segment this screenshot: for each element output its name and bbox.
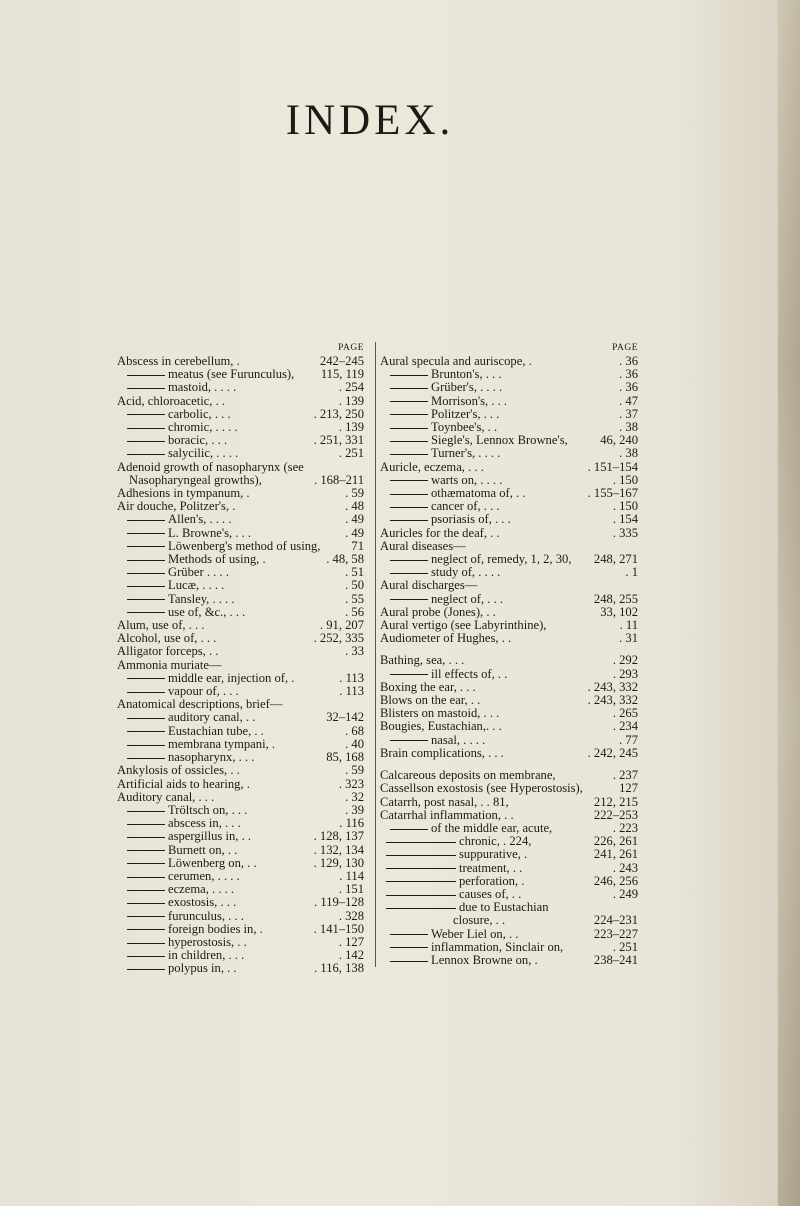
index-entry [117, 408, 364, 421]
entry-term: Anatomical descriptions, brief— [117, 697, 283, 712]
entry-pages: . 141–150 [313, 921, 364, 936]
repeat-dash [127, 850, 165, 851]
index-entry [380, 747, 638, 760]
index-entry [380, 487, 638, 500]
entry-term: cerumen, . . . . [168, 868, 240, 883]
entry-term: Weber Liel on, . . [431, 926, 519, 941]
entry-term: Lucæ, . . . . [168, 578, 225, 593]
entry-term: due to Eustachian [459, 900, 549, 915]
entry-term: Acid, chloroacetic, . . [117, 393, 226, 408]
repeat-dash [386, 895, 456, 896]
entry-term: Aural vertigo (see Labyrinthine), [380, 618, 547, 633]
entry-pages: . 151 [338, 882, 364, 897]
entry-pages: . 139 [338, 420, 364, 435]
entry-pages: . 252, 335 [313, 631, 364, 646]
entry-term: neglect of, . . . [431, 591, 504, 606]
entry-pages: . 323 [338, 776, 364, 791]
entry-term: Grüber . . . . [168, 565, 229, 580]
repeat-dash [390, 507, 428, 508]
repeat-dash [390, 428, 428, 429]
index-entry [117, 434, 364, 447]
entry-pages: . 243, 332 [587, 679, 638, 694]
entry-pages: . 68 [345, 723, 364, 738]
index-entry [380, 434, 638, 447]
index-entry [380, 381, 638, 394]
repeat-dash [127, 560, 165, 561]
entry-pages: . 119–128 [314, 895, 364, 910]
entry-term: hyperostosis, . . [168, 934, 247, 949]
index-entry [117, 870, 364, 883]
entry-pages: . 155–167 [587, 486, 638, 501]
repeat-dash [127, 612, 165, 613]
entry-term: study of, . . . . [431, 565, 501, 580]
entry-term: Aural specula and auriscope, . [380, 354, 532, 368]
repeat-dash [127, 837, 165, 838]
entry-pages: . 36 [619, 367, 638, 382]
repeat-dash [127, 428, 165, 429]
entry-term: Lennox Browne on, . [431, 952, 538, 967]
repeat-dash [390, 454, 428, 455]
entry-pages: 246, 256 [593, 873, 638, 888]
entry-pages: . 142 [338, 948, 364, 963]
index-entry [380, 579, 638, 592]
entry-pages: 248, 255 [593, 591, 638, 606]
entry-pages: . 154 [612, 512, 638, 527]
entry-term: use of, &c., . . . [168, 604, 246, 619]
entry-term: ill effects of, . . [431, 666, 508, 681]
entry-pages: 71 [351, 538, 364, 553]
entry-term: furunculus, . . . [168, 908, 244, 923]
entry-term: aspergillus in, . . [168, 829, 252, 844]
entry-term: Aural probe (Jones), . . [380, 604, 496, 619]
entry-pages: . 265 [612, 706, 638, 721]
repeat-dash [386, 855, 456, 856]
entry-term: Grüber's, . . . . [431, 380, 503, 395]
entry-term: in children, . . . [168, 948, 245, 963]
entry-pages: 46, 240 [600, 433, 638, 448]
entry-pages: . 150 [612, 499, 638, 514]
entry-pages: . 48 [345, 499, 364, 514]
entry-term: chronic, . 224, [459, 834, 532, 849]
entry-pages: . 36 [619, 380, 638, 395]
entry-term: Bathing, sea, . . . [380, 653, 465, 668]
entry-pages: . 116 [339, 816, 364, 831]
repeat-dash [127, 546, 165, 547]
entry-term: L. Browne's, . . . [168, 525, 252, 540]
entry-pages: . 1 [625, 565, 638, 580]
repeat-dash [127, 758, 165, 759]
entry-pages: 33, 102 [600, 604, 638, 619]
entry-pages: . 113 [339, 670, 364, 685]
entry-pages: . 91, 207 [319, 618, 364, 633]
entry-pages: 248, 271 [593, 552, 638, 567]
entry-pages: . 55 [345, 591, 364, 606]
entry-term: causes of, . . [459, 886, 522, 901]
entry-pages: 223–227 [593, 926, 638, 941]
entry-pages: . 50 [345, 578, 364, 593]
page-edge-shadow [778, 0, 800, 1206]
entry-term: Brain complications, . . . [380, 745, 504, 760]
index-entry [117, 368, 364, 381]
entry-term: boracic, . . . [168, 433, 228, 448]
index-entry [380, 654, 638, 667]
repeat-dash [127, 969, 165, 970]
index-entry [117, 395, 364, 408]
entry-term: Ankylosis of ossicles, . . [117, 763, 240, 778]
repeat-dash [127, 375, 165, 376]
entry-term: middle ear, injection of, . [168, 670, 295, 685]
entry-pages: . 37 [619, 406, 638, 421]
entry-term: Tröltsch on, . . . [168, 802, 248, 817]
entry-pages: . 243, 332 [587, 693, 638, 708]
entry-term: auditory canal, . . [168, 710, 256, 725]
entry-pages: . 38 [619, 446, 638, 461]
repeat-dash [127, 956, 165, 957]
entry-pages: . 234 [612, 719, 638, 734]
repeat-dash [386, 868, 456, 869]
entry-term: Toynbee's, . . [431, 420, 498, 435]
entry-pages: . 213, 250 [313, 406, 364, 421]
entry-pages: . 127 [338, 934, 364, 949]
repeat-dash [127, 573, 165, 574]
index-entry [117, 566, 364, 579]
entry-term: Burnett on, . . [168, 842, 238, 857]
entry-term: Alum, use of, . . . [117, 618, 205, 633]
entry-pages: . 249 [612, 886, 638, 901]
repeat-dash [390, 388, 428, 389]
entry-pages: . 56 [345, 604, 364, 619]
entry-pages: . 49 [345, 525, 364, 540]
entry-pages: 85, 168 [326, 750, 364, 765]
entry-term: Adenoid growth of nasopharynx (see [117, 459, 304, 474]
entry-pages: . 49 [345, 512, 364, 527]
entry-term: Blows on the ear, . . [380, 693, 481, 708]
entry-term: Artificial aids to hearing, . [117, 776, 250, 791]
entry-pages: . 38 [619, 420, 638, 435]
entry-pages: . 254 [338, 380, 364, 395]
entry-pages: . 59 [345, 486, 364, 501]
repeat-dash [127, 916, 165, 917]
entry-term: Catarrhal inflammation, . . [380, 807, 514, 822]
page-column-header: PAGE [338, 343, 364, 353]
entry-term: Methods of using, . [168, 552, 266, 567]
entry-term: Bougies, Eustachian,. . . [380, 719, 502, 734]
index-entry [117, 830, 364, 843]
entry-term: warts on, . . . . [431, 472, 503, 487]
entry-pages: . 77 [619, 732, 638, 747]
entry-term: cancer of, . . . [431, 499, 500, 514]
entry-pages: 32–142 [326, 710, 364, 725]
repeat-dash [127, 441, 165, 442]
entry-term: Auricles for the deaf, . . [380, 525, 500, 540]
repeat-dash [390, 520, 428, 521]
entry-term: exostosis, . . . [168, 895, 237, 910]
index-entry [380, 408, 638, 421]
page-column-header: PAGE [612, 343, 638, 353]
entry-pages: . 113 [339, 684, 364, 699]
entry-pages: . 116, 138 [314, 961, 364, 976]
entry-term: Adhesions in tympanum, . [117, 486, 250, 501]
entry-term: Alcohol, use of, . . . [117, 631, 217, 646]
entry-term: vapour of, . . . [168, 684, 239, 699]
entry-term: Boxing the ear, . . . [380, 679, 476, 694]
entry-term: Calcareous deposits on membrane, [380, 768, 556, 783]
repeat-dash [390, 414, 428, 415]
repeat-dash [390, 573, 428, 574]
entry-term: Nasopharyngeal growths), [129, 472, 262, 487]
entry-pages: . 32 [345, 789, 364, 804]
entry-pages: 127 [619, 781, 638, 796]
page-title: INDEX. [285, 97, 455, 144]
entry-term: Auricle, eczema, . . . [380, 459, 484, 474]
entry-term: Siegle's, Lennox Browne's, [431, 433, 568, 448]
entry-pages: . 132, 134 [313, 842, 364, 857]
repeat-dash [127, 929, 165, 930]
entry-term: mastoid, . . . . [168, 380, 237, 395]
entry-term: Auditory canal, . . . [117, 789, 215, 804]
entry-term: Turner's, . . . . [431, 446, 501, 461]
repeat-dash [127, 388, 165, 389]
entry-term: Eustachian tube, . . [168, 723, 264, 738]
entry-pages: . 47 [619, 393, 638, 408]
repeat-dash [390, 829, 428, 830]
entry-term: Allen's, . . . . [168, 512, 232, 527]
index-column-right [375, 342, 638, 967]
entry-pages: . 223 [612, 820, 638, 835]
entry-pages: 238–241 [593, 952, 638, 967]
repeat-dash [127, 678, 165, 679]
repeat-dash [127, 692, 165, 693]
entry-term: neglect of, remedy, 1, 2, 30, [431, 552, 572, 567]
repeat-dash [390, 375, 428, 376]
entry-pages: . 242, 245 [587, 745, 638, 760]
entry-term: Aural diseases— [380, 538, 466, 553]
entry-pages: 212, 215 [593, 794, 638, 809]
repeat-dash [386, 842, 456, 843]
repeat-dash [390, 560, 428, 561]
entry-term: polypus in, . . [168, 961, 237, 976]
entry-pages: . 36 [619, 354, 638, 368]
entry-term: meatus (see Furunculus), [168, 367, 295, 382]
entry-term: Catarrh, post nasal, . . 81, [380, 794, 509, 809]
repeat-dash [390, 401, 428, 402]
repeat-dash [390, 674, 428, 675]
entry-term: treatment, . . [459, 860, 523, 875]
entry-pages: . 114 [339, 868, 364, 883]
repeat-dash [127, 811, 165, 812]
entry-pages: 222–253 [593, 807, 638, 822]
repeat-dash [127, 414, 165, 415]
entry-pages: . 168–211 [314, 472, 364, 487]
entry-term: suppurative, . [459, 847, 528, 862]
repeat-dash [127, 890, 165, 891]
repeat-dash [127, 731, 165, 732]
repeat-dash [390, 740, 428, 741]
entry-pages: . 129, 130 [313, 855, 364, 870]
repeat-dash [390, 441, 428, 442]
index-entry [380, 461, 638, 474]
entry-pages: . 33 [345, 644, 364, 659]
index-entry [117, 962, 364, 975]
repeat-dash [390, 961, 428, 962]
entry-term: carbolic, . . . [168, 406, 231, 421]
entry-term: inflammation, Sinclair on, [431, 939, 564, 954]
index-entry [380, 954, 638, 967]
entry-term: foreign bodies in, . [168, 921, 263, 936]
entry-pages: . 237 [612, 768, 638, 783]
repeat-dash [386, 908, 456, 909]
entry-term: perforation, . [459, 873, 525, 888]
repeat-dash [127, 903, 165, 904]
entry-term: of the middle ear, acute, [431, 820, 553, 835]
repeat-dash [390, 599, 428, 600]
entry-pages: . 292 [612, 653, 638, 668]
repeat-dash [127, 586, 165, 587]
entry-pages: . 40 [345, 736, 364, 751]
entry-pages: . 328 [338, 908, 364, 923]
index-entry [117, 500, 364, 513]
entry-term: salycilic, . . . . [168, 446, 239, 461]
entry-pages: . 51 [345, 565, 364, 580]
entry-pages: . 293 [612, 666, 638, 681]
repeat-dash [127, 718, 165, 719]
entry-pages: . 39 [345, 802, 364, 817]
repeat-dash [127, 520, 165, 521]
index-entry [117, 672, 364, 685]
entry-term: chromic, . . . . [168, 420, 238, 435]
repeat-dash [390, 934, 428, 935]
entry-term: membrana tympani, . [168, 736, 276, 751]
repeat-dash [127, 533, 165, 534]
repeat-dash [127, 943, 165, 944]
entry-pages: . 251 [338, 446, 364, 461]
repeat-dash [127, 824, 165, 825]
index-column-left [117, 342, 364, 976]
entry-term: abscess in, . . . [168, 816, 241, 831]
entry-term: psoriasis of, . . . [431, 512, 511, 527]
entry-term: Aural discharges— [380, 578, 478, 593]
entry-pages: . 150 [612, 472, 638, 487]
entry-term: Löwenberg's method of using, [168, 538, 321, 553]
index-entry [380, 632, 638, 645]
entry-term: Abscess in cerebellum, . [117, 354, 240, 368]
entry-pages: . 128, 137 [313, 829, 364, 844]
entry-term: Morrison's, . . . [431, 393, 508, 408]
entry-pages: . 59 [345, 763, 364, 778]
entry-pages: . 243 [612, 860, 638, 875]
entry-pages: . 151–154 [587, 459, 638, 474]
repeat-dash [127, 599, 165, 600]
entry-pages: . 251, 331 [313, 433, 364, 448]
index-entry [380, 720, 638, 733]
index-entry [380, 395, 638, 408]
entry-term: Alligator forceps, . . [117, 644, 219, 659]
entry-pages: 115, 119 [320, 367, 364, 382]
entry-term: Politzer's, . . . [431, 406, 500, 421]
entry-term: Löwenberg on, . . [168, 855, 257, 870]
entry-pages: . 31 [619, 631, 638, 646]
index-entry [380, 368, 638, 381]
entry-pages: . 335 [612, 525, 638, 540]
entry-pages: 224–231 [593, 913, 638, 928]
entry-pages: . 139 [338, 393, 364, 408]
entry-term: eczema, . . . . [168, 882, 235, 897]
entry-term: othæmatoma of, . . [431, 486, 526, 501]
repeat-dash [127, 454, 165, 455]
index-entry [380, 355, 638, 368]
repeat-dash [390, 947, 428, 948]
repeat-dash [127, 877, 165, 878]
entry-term: Air douche, Politzer's, . [117, 499, 236, 514]
entry-term: nasal, . . . . [431, 732, 486, 747]
index-entry [117, 857, 364, 870]
repeat-dash [390, 494, 428, 495]
entry-term: closure, . . [453, 913, 506, 928]
entry-term: Cassellson exostosis (see Hyperostosis), [380, 781, 583, 796]
repeat-dash [127, 745, 165, 746]
entry-pages: . 11 [619, 618, 638, 633]
entry-term: Tansley, . . . . [168, 591, 235, 606]
entry-pages: 242–245 [319, 354, 364, 368]
repeat-dash [386, 881, 456, 882]
entry-pages: 241, 261 [593, 847, 638, 862]
entry-term: Blisters on mastoid, . . . [380, 706, 500, 721]
entry-term: nasopharynx, . . . [168, 750, 255, 765]
entry-term: Brunton's, . . . [431, 367, 502, 382]
entry-pages: . 48, 58 [326, 552, 364, 567]
repeat-dash [127, 863, 165, 864]
entry-term: Ammonia muriate— [117, 657, 222, 672]
repeat-dash [390, 480, 428, 481]
index-entry [117, 579, 364, 592]
index-entry [380, 553, 638, 566]
entry-pages: . 251 [612, 939, 638, 954]
index-entry [117, 553, 364, 566]
entry-term: Audiometer of Hughes, . . [380, 631, 512, 646]
entry-pages: 226, 261 [593, 834, 638, 849]
